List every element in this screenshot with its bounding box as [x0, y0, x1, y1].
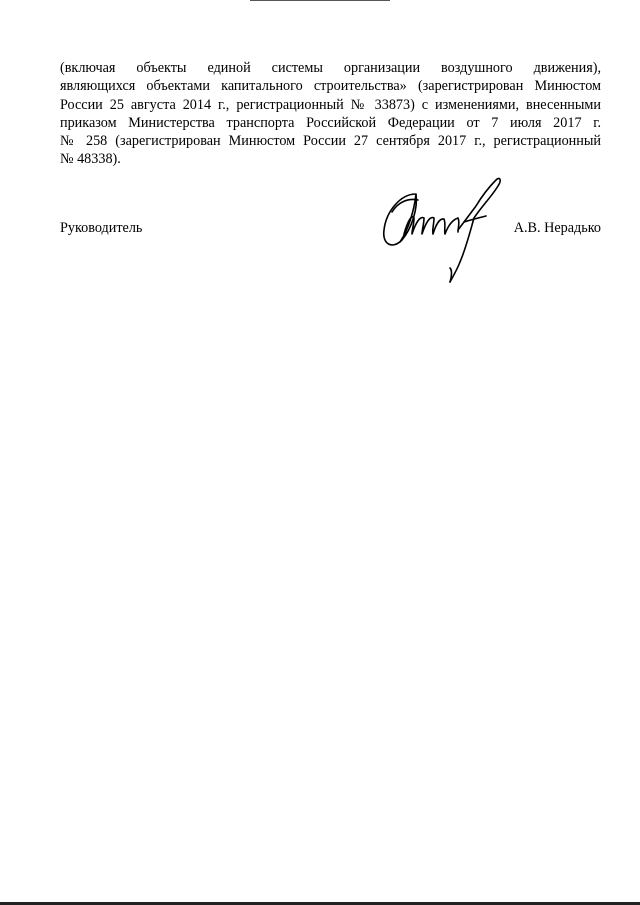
handwritten-signature: [378, 172, 510, 292]
paragraph-line: № 48338).: [60, 151, 121, 168]
position-title: Руководитель: [60, 220, 143, 236]
body-paragraph: [60, 59, 601, 169]
paragraph-line: (включая объекты единой системы организации воздушного движения),: [60, 60, 601, 76]
paragraph-line: являющихся объектами капитального строительства» (зарегистрирован Минюстом: [60, 78, 601, 95]
paragraph-line: приказом Министерства транспорта Российской Федерации от 7 июля 2017 г.: [60, 114, 601, 131]
signatory-name: А.В. Нерадько: [513, 220, 601, 236]
scan-edge-top: [250, 0, 390, 1]
signature-block: [60, 210, 601, 290]
paragraph-line: № 258 (зарегистрирован Минюстом России 27 сентября 2017 г., регистрационный: [60, 133, 601, 150]
paragraph-line: России 25 августа 2014 г., регистрационный № 33873) с изменениями, внесенными: [60, 96, 601, 113]
